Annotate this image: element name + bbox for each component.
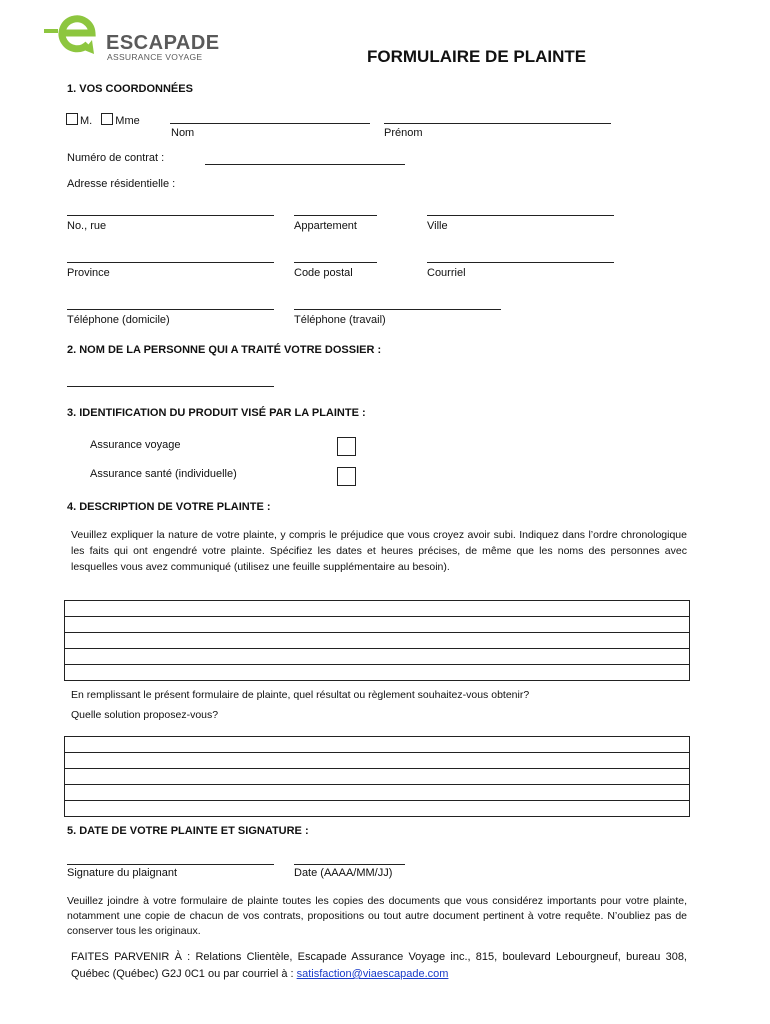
solution-area[interactable] <box>64 736 690 817</box>
section-2-heading: 2. NOM DE LA PERSONNE QUI A TRAITÉ VOTRE DOSSIER : <box>67 344 382 356</box>
province-label: Province <box>67 267 110 279</box>
last-name-line[interactable] <box>170 123 370 124</box>
city-line[interactable] <box>427 215 614 216</box>
phone-work-line[interactable] <box>294 309 501 310</box>
description-line <box>65 633 689 649</box>
address-label: Adresse résidentielle : <box>67 178 176 190</box>
solution-line <box>65 785 689 801</box>
brand-tagline: ASSURANCE VOYAGE <box>107 52 203 62</box>
last-name-label: Nom <box>171 127 195 139</box>
postal-line[interactable] <box>294 262 377 263</box>
postal-label: Code postal <box>294 267 353 279</box>
apartment-label: Appartement <box>294 220 357 232</box>
street-line[interactable] <box>67 215 274 216</box>
phone-home-label: Téléphone (domicile) <box>67 314 170 326</box>
contract-line[interactable] <box>205 164 405 165</box>
question-solution: Quelle solution proposez-vous? <box>71 709 219 721</box>
email-line[interactable] <box>427 262 614 263</box>
section-5-heading: 5. DATE DE VOTRE PLAINTE ET SIGNATURE : <box>67 825 309 837</box>
brand-name: ESCAPADE <box>106 32 220 54</box>
send-to-text: FAITES PARVENIR À : Relations Clientèle, Escapade Assurance Voyage inc., 815, boulevard Lebourgneuf, bureau 308, Québec (Québec) G2J 0C1 ou par courriel à : <box>71 951 687 980</box>
section-3-heading: 3. IDENTIFICATION DU PRODUIT VISÉ PAR LA PLAINTE : <box>67 407 366 419</box>
solution-line <box>65 737 689 753</box>
signature-label: Signature du plaignant <box>67 867 178 879</box>
contract-label: Numéro de contrat : <box>67 152 165 164</box>
date-line[interactable] <box>294 864 405 865</box>
option-health-label: Assurance santé (individuelle) <box>90 468 237 480</box>
mrs-label: Mme <box>115 115 140 127</box>
handler-name-line[interactable] <box>67 386 274 387</box>
description-line <box>65 649 689 665</box>
section-4-heading: 4. DESCRIPTION DE VOTRE PLAINTE : <box>67 501 271 513</box>
description-line <box>65 617 689 633</box>
city-label: Ville <box>427 220 448 232</box>
attach-documents-note: Veuillez joindre à votre formulaire de plainte toutes les copies des documents que vous considérez importants pour votre plainte, notamment une copie de chacun de vos contrats, propositions ou tout autre document pertinent à votre requête. N’oubliez pas de conserver tous les originaux. <box>67 895 687 937</box>
first-name-label: Prénom <box>384 127 423 139</box>
street-label: No., rue <box>67 220 107 232</box>
escapade-logo-mark <box>44 12 108 60</box>
complaint-instructions: Veuillez expliquer la nature de votre plainte, y compris le préjudice que vous croyez avoir subi. Indiquez dans l’ordre chronologique les faits qui ont engendré votre plainte. Spécifiez les dates et heures précises, de même que les noms des personnes avec lesquelles vous avez communiqué (utilisez une feuille supplémentaire au besoin). <box>71 529 687 573</box>
mr-label: M. <box>80 115 93 127</box>
mr-checkbox[interactable] <box>66 113 78 125</box>
description-line <box>65 601 689 617</box>
section-1-heading: 1. VOS COORDONNÉES <box>67 83 193 95</box>
solution-line <box>65 801 689 816</box>
complaint-description-area[interactable] <box>64 600 690 681</box>
form-title: FORMULAIRE DE PLAINTE <box>367 47 587 66</box>
send-to-address <box>71 949 687 983</box>
option-travel-label: Assurance voyage <box>90 439 181 451</box>
date-label: Date (AAAA/MM/JJ) <box>294 867 393 879</box>
signature-line[interactable] <box>67 864 274 865</box>
phone-work-label: Téléphone (travail) <box>294 314 386 326</box>
question-result: En remplissant le présent formulaire de plainte, quel résultat ou règlement souhaitez-vous obtenir? <box>71 689 530 701</box>
province-line[interactable] <box>67 262 274 263</box>
satisfaction-email-link[interactable]: satisfaction@viaescapade.com <box>296 968 449 980</box>
company-logo <box>44 12 244 62</box>
apartment-line[interactable] <box>294 215 377 216</box>
mrs-checkbox[interactable] <box>101 113 113 125</box>
option-health-checkbox[interactable] <box>337 467 356 486</box>
option-travel-checkbox[interactable] <box>337 437 356 456</box>
title-choice <box>66 113 140 127</box>
phone-home-line[interactable] <box>67 309 274 310</box>
description-line <box>65 665 689 680</box>
first-name-line[interactable] <box>384 123 611 124</box>
solution-line <box>65 769 689 785</box>
email-label: Courriel <box>427 267 466 279</box>
solution-line <box>65 753 689 769</box>
